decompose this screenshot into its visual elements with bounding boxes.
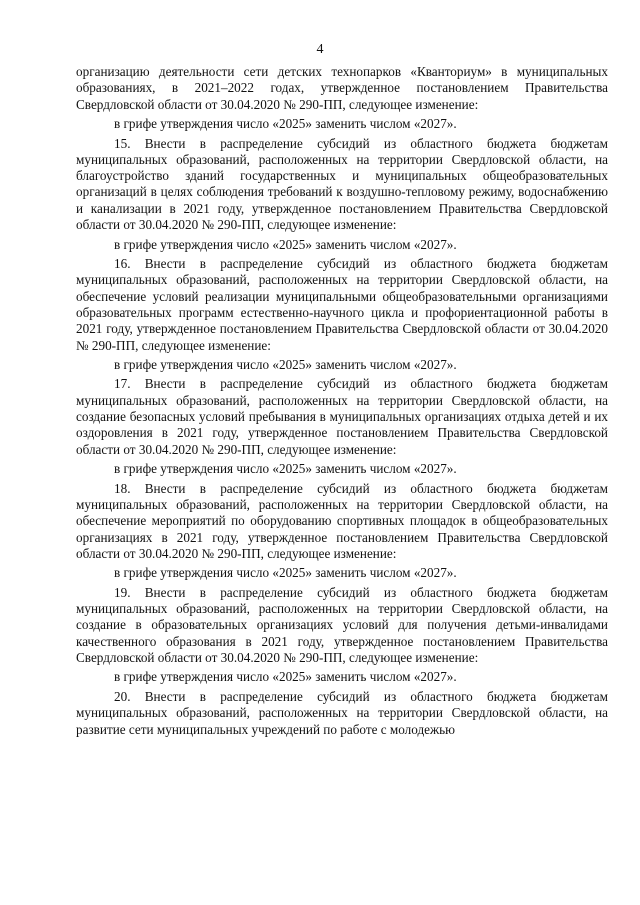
paragraph-item-18: 18. Внести в распределение субсидий из областного бюджета бюджетам муниципальных образований, расположенных на территории Свердловской области, на обеспечение мероприятий по оборудованию спортивных площадок в общеобразовательных организациях в 2021 году, утвержденное постановлением Правительства Свердловской области от 30.04.2020 № 290-ПП, следующее изменение: — [76, 480, 608, 561]
page-number: 4 — [316, 42, 324, 57]
paragraph-item-20: 20. Внести в распределение субсидий из областного бюджета бюджетам муниципальных образований, расположенных на территории Свердловской области, на развитие сети муниципальных учреждений по работе с молодежью — [76, 688, 608, 737]
paragraph-item-15: 15. Внести в распределение субсидий из областного бюджета бюджетам муниципальных образований, расположенных на территории Свердловской области, на благоустройство зданий государственных и муниципальных общеобразовательных организаций в целях соблюдения требований к воздушно-тепловому режиму, водоснабжению и канализации в 2021 году, утвержденное постановлением Правительства Свердловской области от 30.04.2020 № 290-ПП, следующее изменение: — [76, 135, 608, 233]
paragraph-change: в грифе утверждения число «2025» заменить числом «2027». — [114, 356, 457, 372]
paragraph-item-17: 17. Внести в распределение субсидий из областного бюджета бюджетам муниципальных образований, расположенных на территории Свердловской области, на создание безопасных условий пребывания в муниципальных организациях отдыха детей и их оздоровления в 2021 году, утвержденное постановлением Правительства Свердловской области от 30.04.2020 № 290-ПП, следующее изменение: — [76, 376, 608, 457]
paragraph-change: в грифе утверждения число «2025» заменить числом «2027». — [114, 461, 457, 477]
paragraph-item-19: 19. Внести в распределение субсидий из областного бюджета бюджетам муниципальных образований, расположенных на территории Свердловской области, на создание в образовательных организациях условий для получения детьми-инвалидами качественного образования в 2021 году, утвержденное постановлением Правительства Свердловской области от 30.04.2020 № 290-ПП, следующее изменение: — [76, 584, 608, 665]
document-body — [76, 64, 608, 741]
paragraph-item-16: 16. Внести в распределение субсидий из областного бюджета бюджетам муниципальных образований, расположенных на территории Свердловской области, на обеспечение условий реализации муниципальными общеобразовательными организациями образовательных программ естественно-научного цикла и профориентационной работы в 2021 году, утвержденное постановлением Правительства Свердловской области от 30.04.2020 № 290-ПП, следующее изменение: — [76, 256, 608, 353]
paragraph-change: в грифе утверждения число «2025» заменить числом «2027». — [114, 669, 457, 685]
paragraph-change: в грифе утверждения число «2025» заменить числом «2027». — [114, 116, 457, 132]
paragraph-change: в грифе утверждения число «2025» заменить числом «2027». — [114, 236, 457, 252]
paragraph-change: в грифе утверждения число «2025» заменить числом «2027». — [114, 565, 457, 581]
paragraph-continuation: организацию деятельности сети детских технопарков «Кванториум» в муниципальных образованиях, в 2021–2022 годах, утвержденное постановлением Правительства Свердловской области от 30.04.2020 № 290-ПП, следующее изменение: — [76, 64, 608, 112]
